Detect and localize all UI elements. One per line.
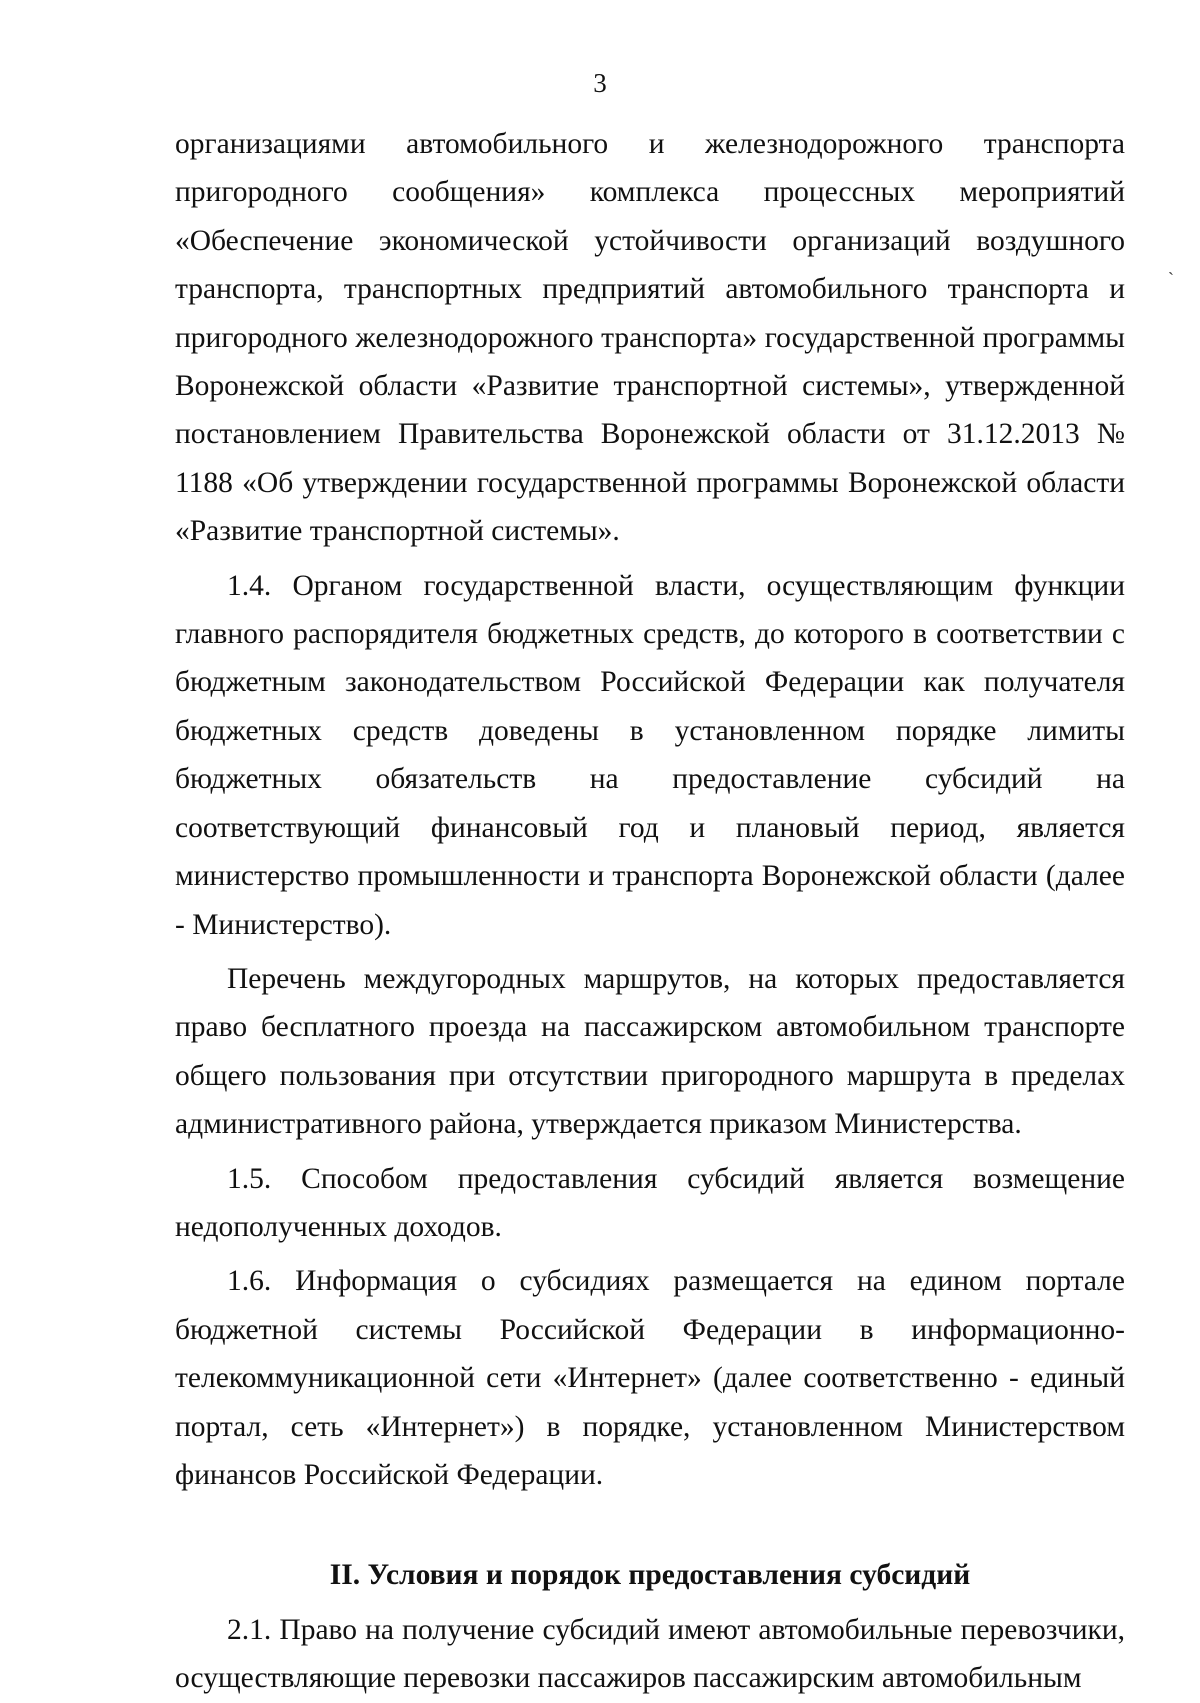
paragraph-2-1: 2.1. Право на получение субсидий имеют автомобильные перевозчики, осуществляющие перевозки пассажиров пассажирским автомобильным bbox=[175, 1613, 1125, 1695]
document-body bbox=[175, 120, 1125, 1703]
paragraph-continuation: организациями автомобильного и железнодорожного транспорта пригородного сообщения» комплекса процессных мероприятий «Обеспечение экономической устойчивости организаций воздушного транспорта, транспортных предприятий автомобильного транспорта и пригородного железнодорожного транспорта» государственной программы Воронежской области «Развитие транспортной системы», утвержденной постановлением Правительства Воронежской области от 31.12.2013 № 1188 «Об утверждении государственной программы Воронежской области «Развитие транспортной системы». bbox=[175, 128, 1125, 548]
page-number: 3 bbox=[593, 68, 607, 98]
paragraph-route-list: Перечень междугородных маршрутов, на которых предоставляется право бесплатного проезда на пассажирском автомобильном транспорте общего пользования при отсутствии пригородного маршрута в пределах административного района, утверждается приказом Министерства. bbox=[175, 962, 1125, 1141]
section-heading: II. Условия и порядок предоставления субсидий bbox=[329, 1559, 971, 1592]
paragraph-1-5: 1.5. Способом предоставления субсидий является возмещение недополученных доходов. bbox=[175, 1162, 1125, 1243]
scan-artifact-mark: ˋ bbox=[1168, 269, 1174, 289]
paragraph-1-4: 1.4. Органом государственной власти, осуществляющим функции главного распорядителя бюджетных средств, до которого в соответствии с бюджетным законодательством Российской Федерации как получателя бюджетных средств доведены в установленном порядке лимиты бюджетных обязательств на предоставление субсидий на соответствующий финансовый год и плановый период, является министерство промышленности и транспорта Воронежской области (далее - Министерство). bbox=[175, 569, 1125, 941]
paragraph-1-6: 1.6. Информация о субсидиях размещается на едином портале бюджетной системы Российской Федерации в информационно-телекоммуникационной сети «Интернет» (далее соответственно - единый портал, сеть «Интернет») в порядке, установленном Министерством финансов Российской Федерации. bbox=[175, 1265, 1125, 1491]
